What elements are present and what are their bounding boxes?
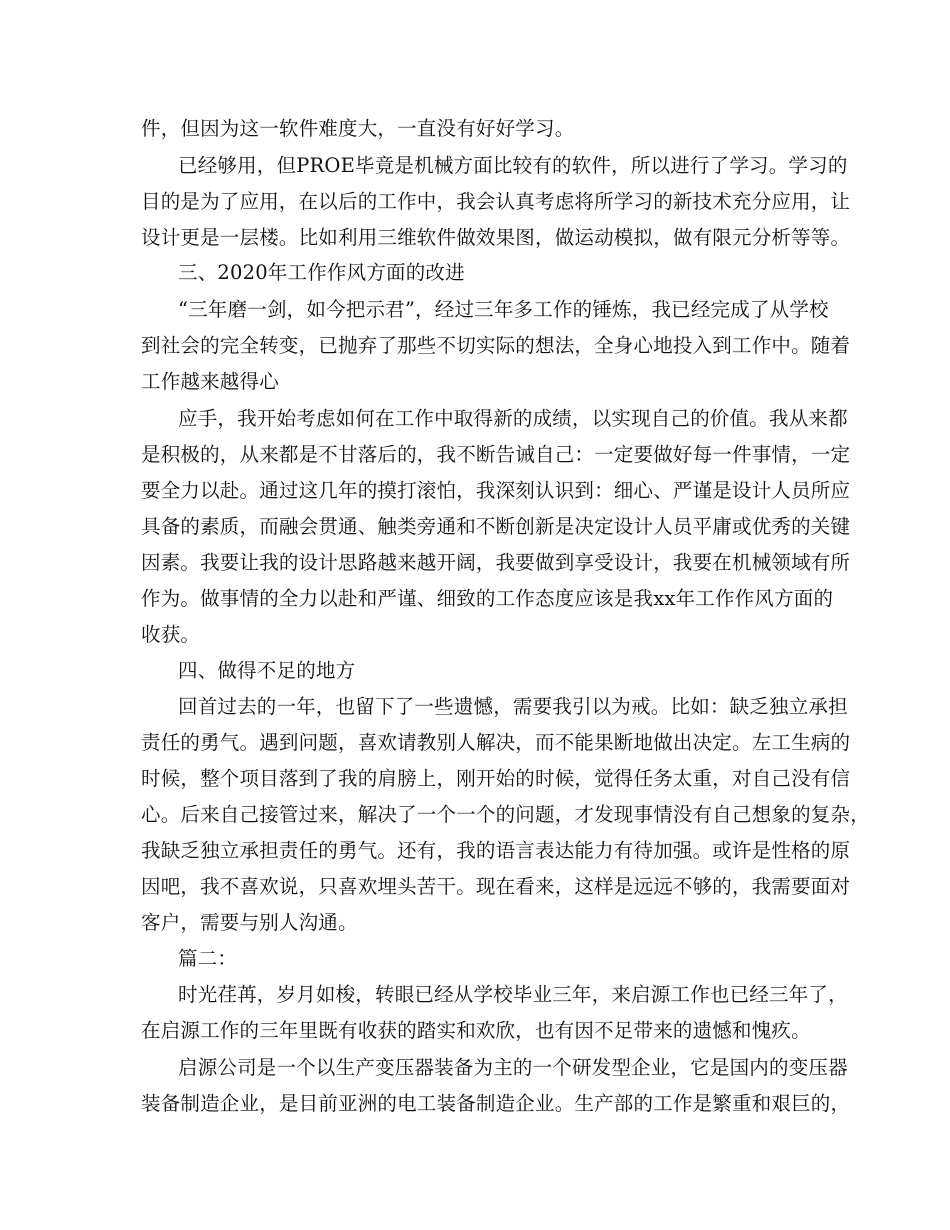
text-line: 要全力以赴。通过这几年的摸打滚怕，我深刻认识到：细心、严谨是设计人员所应 [141,479,851,502]
text-line: 工作越来越得心 [141,370,279,393]
text-line: 在启源工作的三年里既有收获的踏实和欢欣，也有因不足带来的遗憾和愧疚。 [141,1019,811,1042]
text-line: 我缺乏独立承担责任的勇气。还有，我的语言表达能力有待加强。或许是性格的原 [141,839,851,862]
text-line: 作为。做事情的全力以赴和严谨、细致的工作态度应该是我xx年工作作风方面的 [141,587,834,610]
paragraph-start-line: 应手，我开始考虑如何在工作中取得新的成绩，以实现自己的价值。我从来都 [178,407,848,430]
text-line: 因吧，我不喜欢说，只喜欢埋头苦干。现在看来，这样是远远不够的，我需要面对 [141,875,851,898]
text-line: 设计更是一层楼。比如利用三维软件做效果图，做运动模拟，做有限元分析等等。 [141,226,851,249]
section-heading-4: 四、做得不足的地方 [178,659,356,682]
paragraph-start-line: 启源公司是一个以生产变压器装备为主的一个研发型企业，它是国内的变压器 [178,1056,848,1079]
paragraph-start-line: 时光荏苒，岁月如梭，转眼已经从学校毕业三年，来启源工作也已经三年了， [178,983,848,1006]
paragraph-start-line: 回首过去的一年，也留下了一些遗憾，需要我引以为戒。比如：缺乏独立承担 [178,695,848,718]
paragraph-start-line: 已经够用，但PROE毕竟是机械方面比较有的软件，所以进行了学习。学习的 [178,154,848,177]
text-line: 客户，需要与别人沟通。 [141,911,358,934]
text-line: 心。后来自己接管过来，解决了一个一个的问题，才发现事情没有自己想象的复杂， [141,803,870,826]
text-line: 因素。我要让我的设计思路越来越开阔，我要做到享受设计，我要在机械领域有所 [141,551,851,574]
text-line: 目的是为了应用，在以后的工作中，我会认真考虑将所学习的新技术充分应用，让 [141,190,851,213]
text-line: 到社会的完全转变，已抛弃了那些不切实际的想法，全身心地投入到工作中。随着 [141,334,851,357]
text-line: 责任的勇气。遇到问题，喜欢请教别人解决，而不能果断地做出决定。左工生病的 [141,731,851,754]
text-line: 是积极的，从来都是不甘落后的，我不断告诫自己：一定要做好每一件事情，一定 [141,443,851,466]
section-heading-3: 三、2020年工作作风方面的改进 [178,261,465,284]
paragraph-start-line: “三年磨一剑，如今把示君”，经过三年多工作的锤炼，我已经完成了从学校 [178,298,829,321]
part-heading: 篇二： [178,947,238,970]
text-line: 具备的素质，而融会贯通、触类旁通和不断创新是决定设计人员平庸或优秀的关键 [141,515,851,538]
text-line: 收获。 [141,623,201,646]
text-line: 件，但因为这一软件难度大，一直没有好好学习。 [141,117,575,140]
text-line: 装备制造企业，是目前亚洲的电工装备制造企业。生产部的工作是繁重和艰巨的， [141,1092,851,1115]
text-line: 时候，整个项目落到了我的肩膀上，刚开始的时候，觉得任务太重，对自己没有信 [141,767,851,790]
